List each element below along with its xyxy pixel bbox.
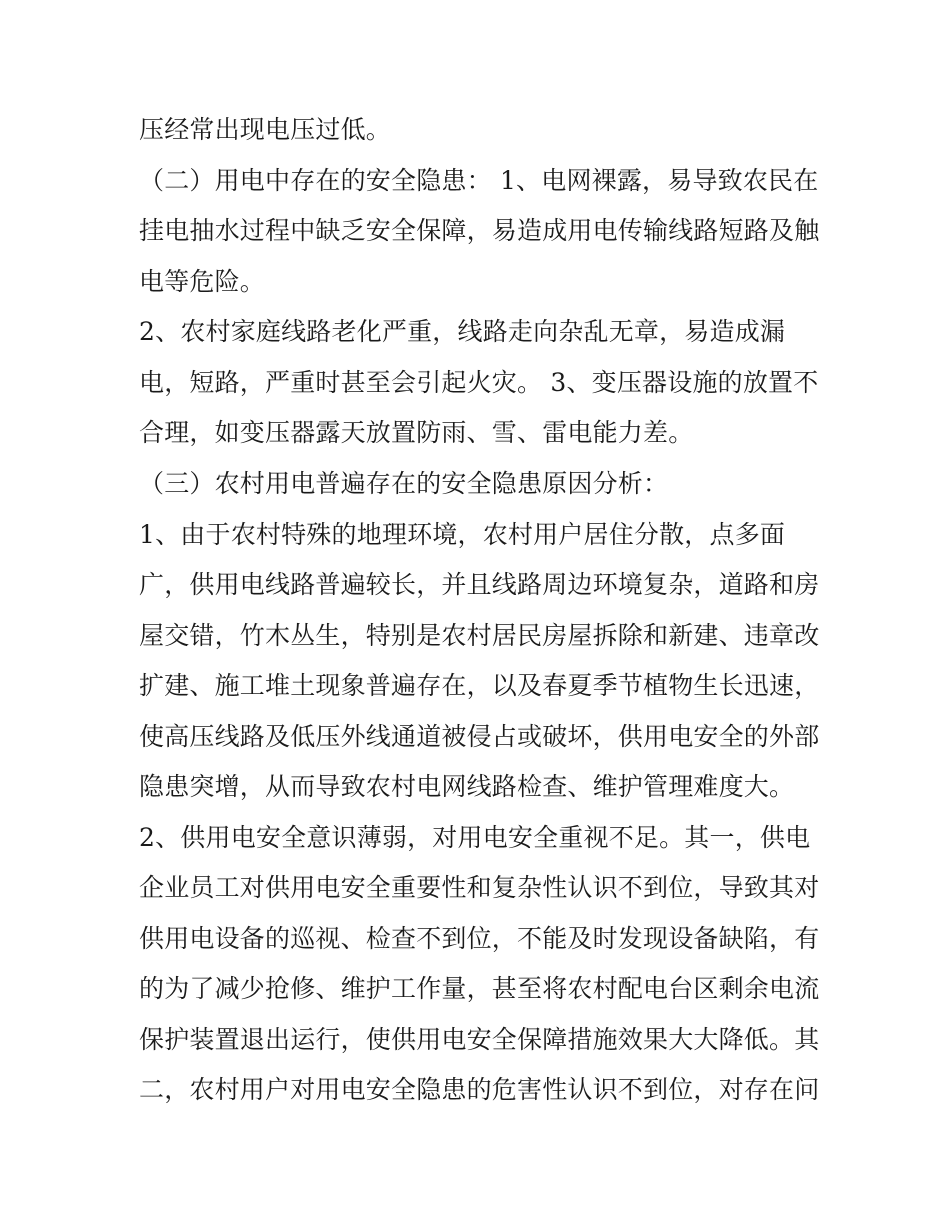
text-line: 压经常出现电压过低。	[139, 115, 392, 144]
text-line: 保护装置退出运行，使供用电安全保障措施效果大大降低。其	[139, 1025, 820, 1054]
text-line: 隐患突增，从而导致农村电网线路检查、维护管理难度大。	[139, 772, 795, 801]
text-line: 2、供用电安全意识薄弱，对用电安全重视不足。其一，供电	[139, 823, 811, 852]
text-line: （二）用电中存在的安全隐患： 1、电网裸露，易导致农民在	[139, 166, 819, 195]
text-line: 合理，如变压器露天放置防雨、雪、雷电能力差。	[139, 418, 694, 447]
text-line: 二，农村用户对用电安全隐患的危害性认识不到位，对存在问	[139, 1075, 820, 1104]
text-line: 企业员工对供用电安全重要性和复杂性认识不到位，导致其对	[139, 873, 820, 902]
text-line: 1、由于农村特殊的地理环境，农村用户居住分散，点多面	[139, 520, 786, 549]
text-line: 电，短路，严重时甚至会引起火灾。 3、变压器设施的放置不	[139, 368, 819, 397]
text-line: 广，供用电线路普遍较长，并且线路周边环境复杂，道路和房	[139, 570, 820, 599]
text-line: 使高压线路及低压外线通道被侵占或破坏，供用电安全的外部	[139, 722, 820, 751]
text-line: 电等危险。	[139, 267, 266, 296]
text-line: （三）农村用电普遍存在的安全隐患原因分析：	[139, 469, 669, 498]
text-line: 2、农村家庭线路老化严重，线路走向杂乱无章，易造成漏	[139, 317, 786, 346]
text-line: 扩建、施工堆土现象普遍存在，以及春夏季节植物生长迅速，	[139, 671, 820, 700]
text-line: 屋交错，竹木丛生，特别是农村居民房屋拆除和新建、违章改	[139, 621, 820, 650]
text-line: 的为了减少抢修、维护工作量，甚至将农村配电台区剩余电流	[139, 974, 820, 1003]
text-line: 挂电抽水过程中缺乏安全保障，易造成用电传输线路短路及触	[139, 216, 820, 245]
text-line: 供用电设备的巡视、检查不到位，不能及时发现设备缺陷，有	[139, 924, 820, 953]
